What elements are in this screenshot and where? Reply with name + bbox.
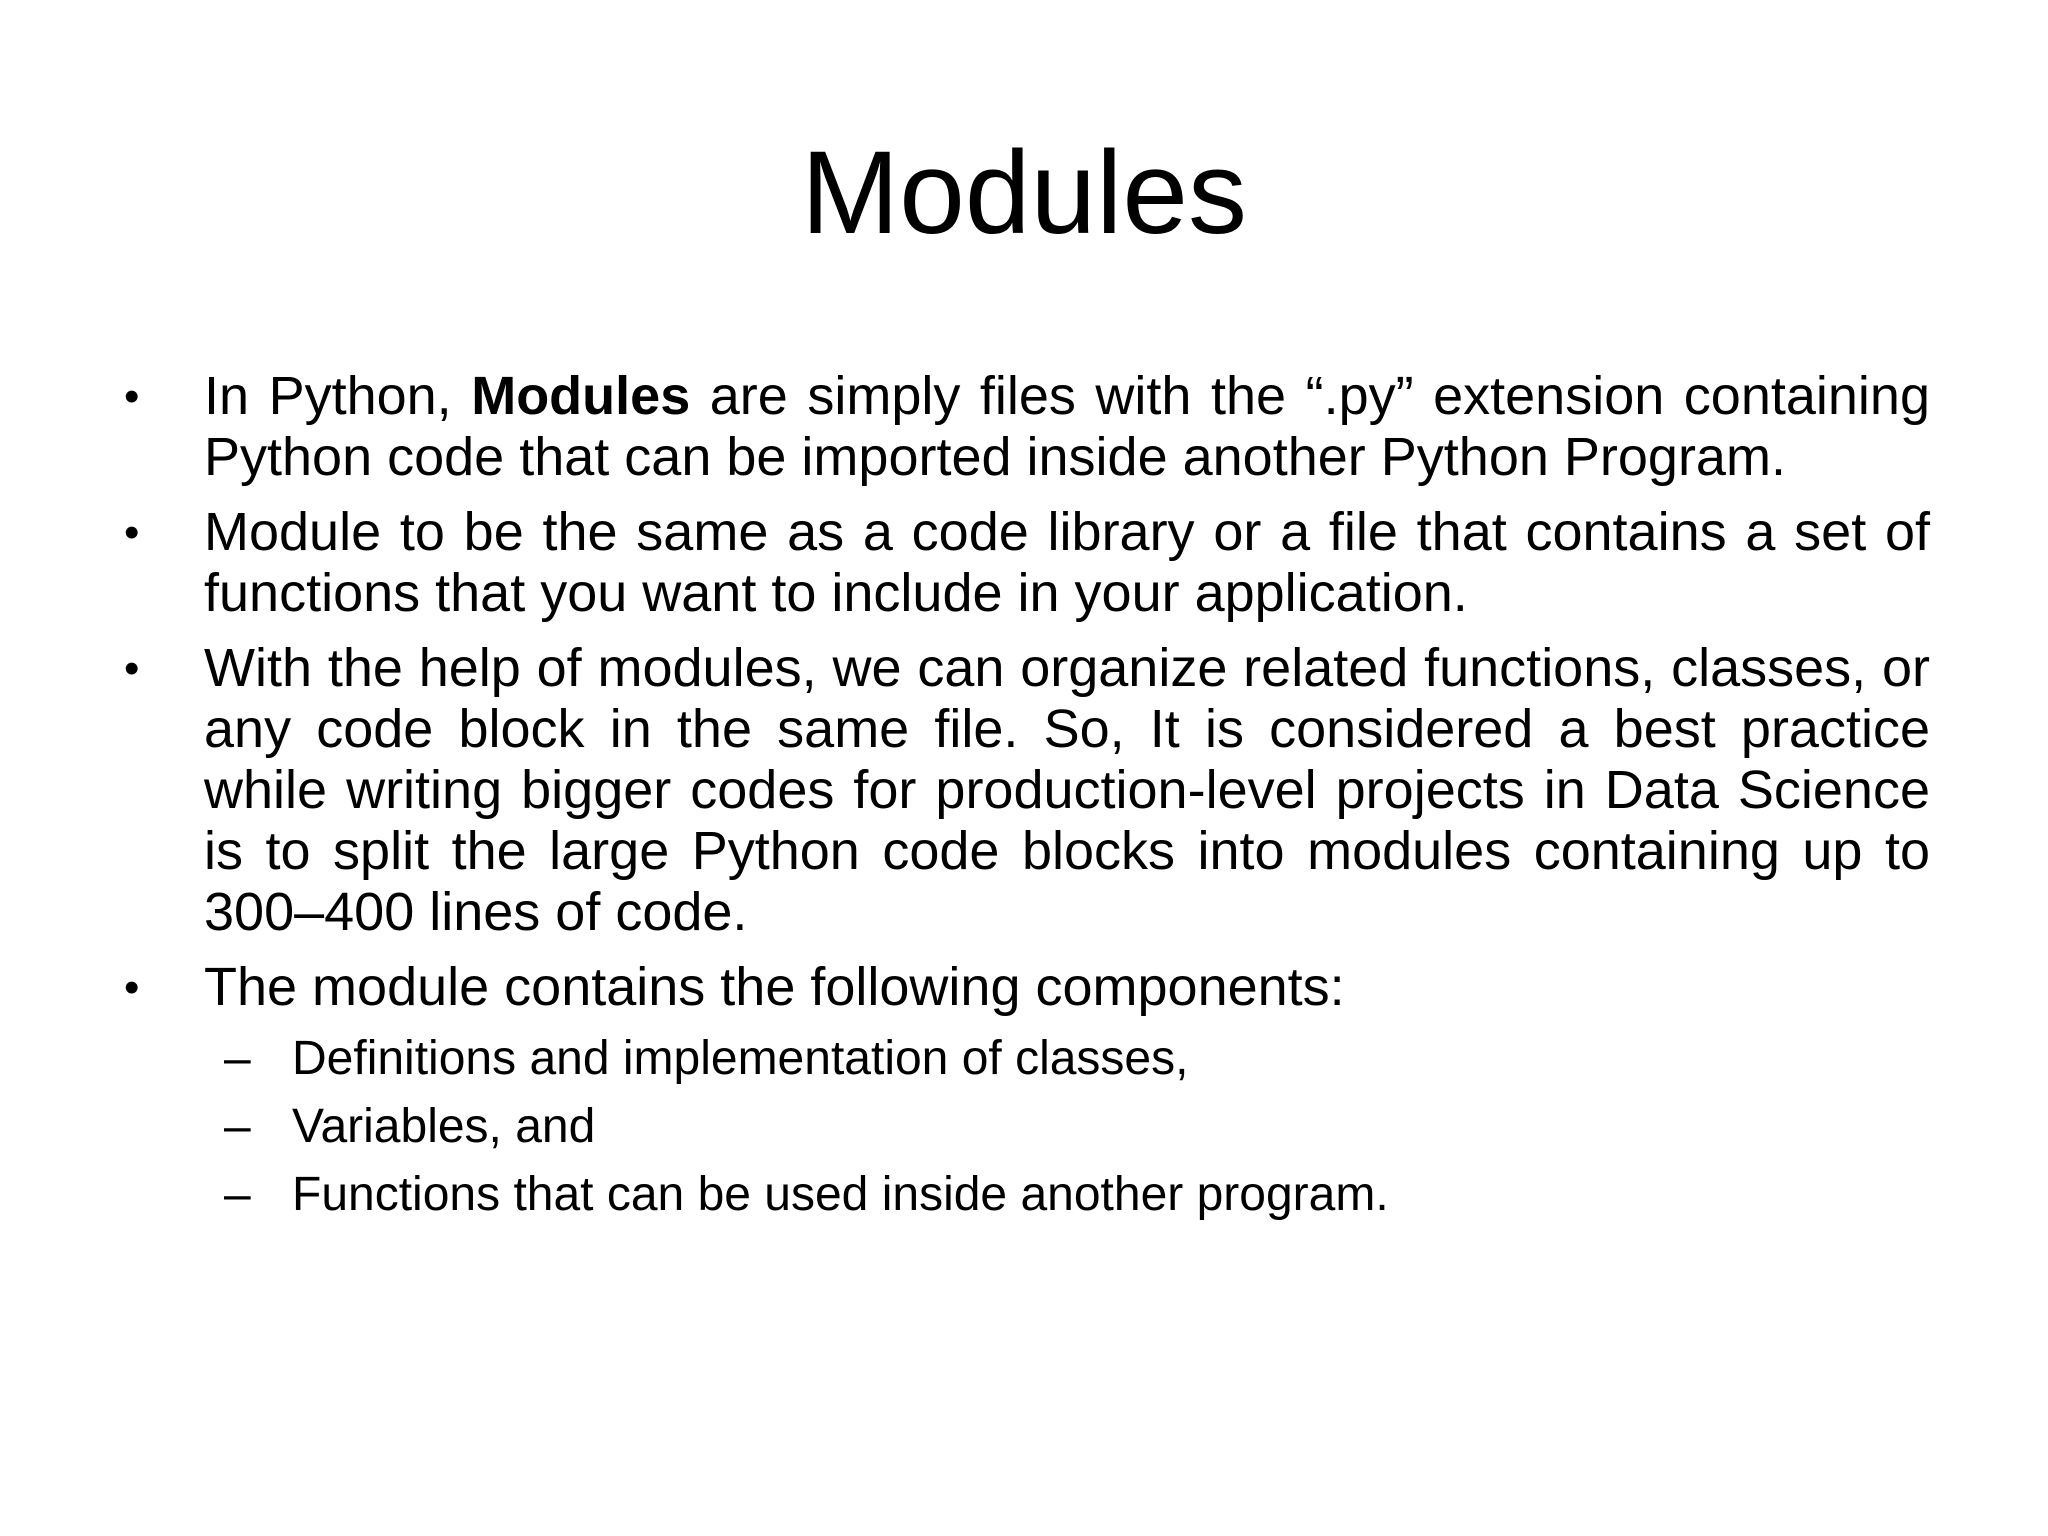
bullet-item (118, 502, 1930, 624)
slide-title: Modules (800, 127, 1247, 259)
sub-bullet-text: Definitions and implementation of classes, (292, 1032, 1189, 1085)
bullet-marker: • (124, 644, 140, 693)
bullet-text: are simply files with the “.py” extension containing Python code that can be imported inside another Python Program. (204, 366, 1930, 487)
bullet-bold-term: Modules (471, 366, 691, 426)
sub-bullet-list (118, 1032, 1930, 1222)
bullet-text: With the help of modules, we can organize related functions, classes, or any code block in the same file. So, It is considered a best practice while writing bigger codes for production-level projects in Data Science is to split the large Python code blocks into modules containing up to 300–400 lines of code. (204, 638, 1930, 942)
sub-bullet-marker: – (224, 1168, 251, 1221)
sub-bullet-item (224, 1032, 1930, 1086)
bullet-text: In Python, (204, 366, 472, 426)
bullet-item (118, 366, 1930, 488)
bullet-text: Module to be the same as a code library or a file that contains a set of functions that you want to include in your application. (204, 502, 1930, 623)
bullet-marker: • (124, 372, 140, 421)
bullet-marker: • (124, 963, 140, 1012)
bullet-marker: • (124, 508, 140, 557)
sub-bullet-marker: – (224, 1100, 251, 1153)
sub-bullet-text: Functions that can be used inside another program. (292, 1168, 1389, 1221)
bullet-text: The module contains the following components: (204, 957, 1345, 1017)
bullet-item (118, 638, 1930, 943)
bullet-item (118, 957, 1930, 1018)
sub-bullet-marker: – (224, 1032, 251, 1085)
sub-bullet-item (224, 1168, 1930, 1222)
sub-bullet-text: Variables, and (292, 1100, 596, 1153)
sub-bullet-item (224, 1100, 1930, 1154)
slide-content (118, 366, 1930, 1236)
